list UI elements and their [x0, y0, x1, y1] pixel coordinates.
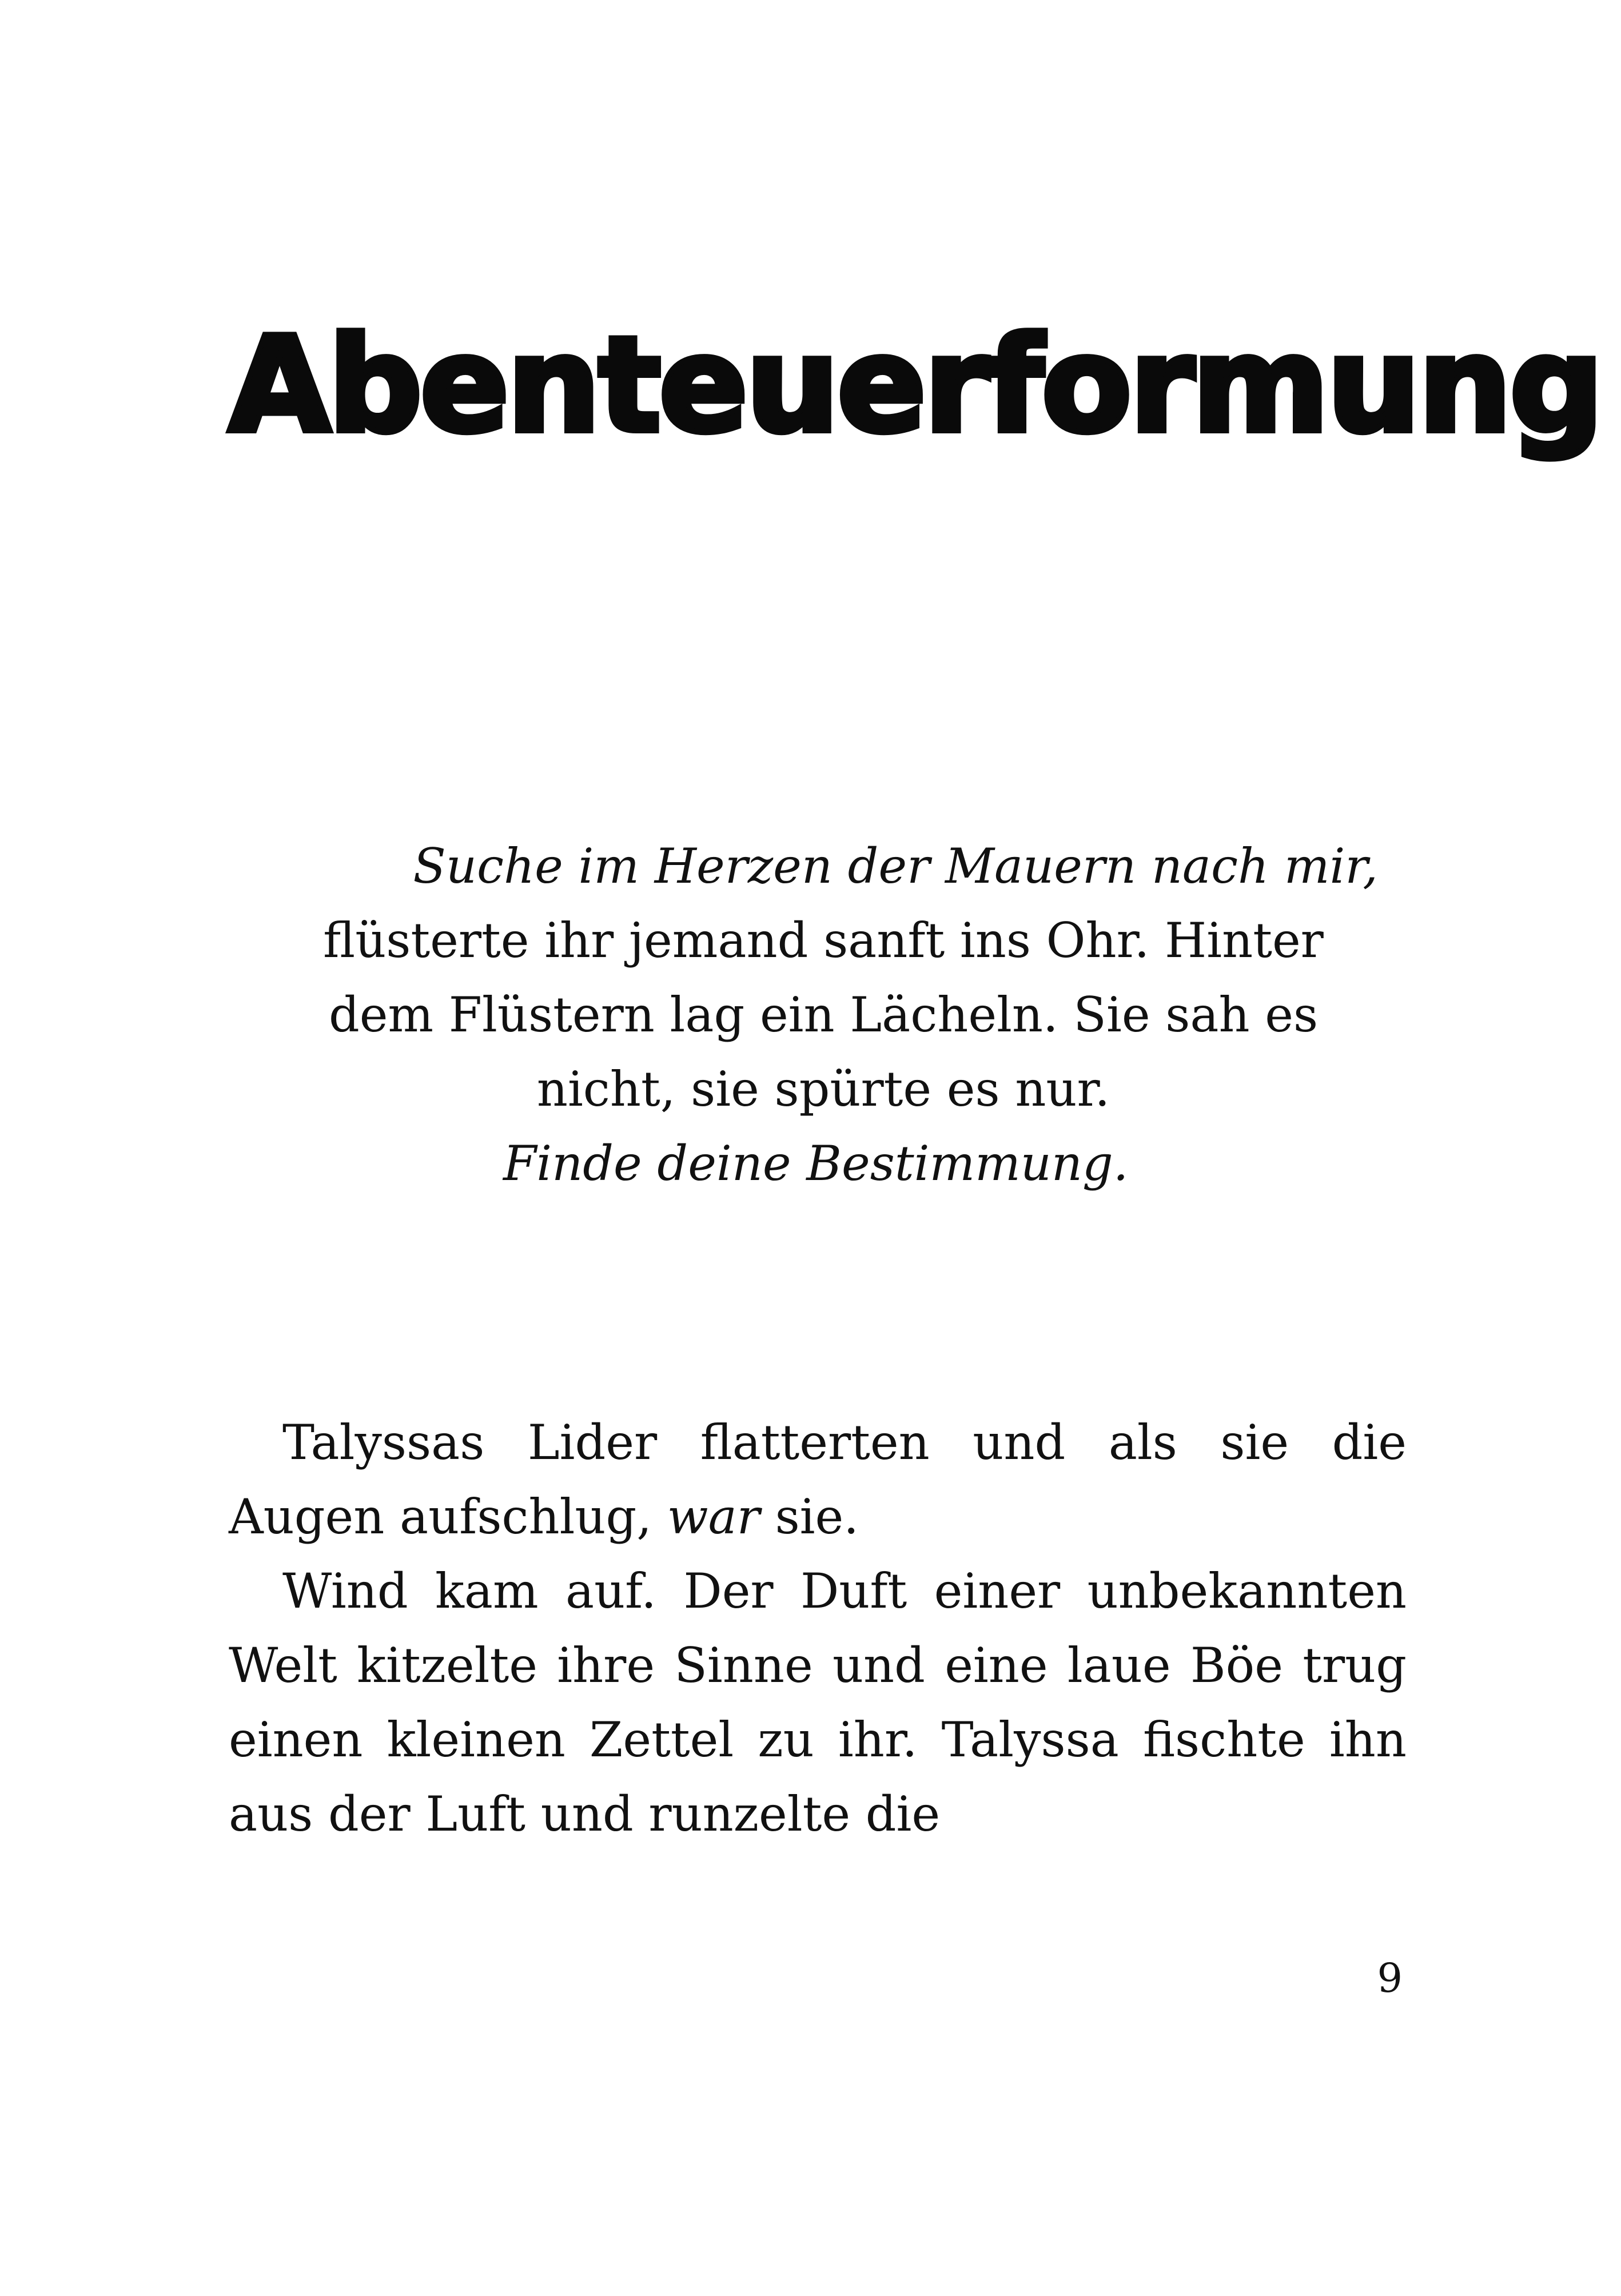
- paragraph-1-end: sie.: [775, 1489, 859, 1545]
- epigraph-line-4: nicht, sie spürte es nur.: [536, 1061, 1110, 1117]
- chapter-title: Abenteuerformung: [229, 309, 1602, 462]
- paragraph-1: [229, 1405, 1407, 1554]
- epigraph-line-3: dem Flüstern lag ein Lächeln. Sie sah es: [328, 987, 1319, 1043]
- epigraph-line-2: flüsterte ihr jemand sanft ins Ohr. Hinter: [323, 912, 1324, 968]
- epigraph-line-1: Suche im Herzen der Mauern nach mir,: [413, 838, 1378, 894]
- paragraph-1-emphasis: war: [667, 1489, 760, 1545]
- paragraph-2: Wind kam auf. Der Duft einer unbekannten Welt kitzelte ihre Sinne und eine laue Böe trug einen kleinen Zettel zu ihr. Talyssa fischte ihn aus der Luft und runzelte die: [229, 1563, 1407, 1842]
- page-number: 9: [1377, 1955, 1403, 2002]
- body-text: [229, 1405, 1407, 1851]
- epigraph-line-5: Finde deine Bestimmung.: [503, 1135, 1129, 1191]
- paragraph-1-text: Talyssas Lider flatterten und als sie die Augen aufschlug,: [229, 1414, 1407, 1545]
- epigraph: [269, 829, 1378, 1201]
